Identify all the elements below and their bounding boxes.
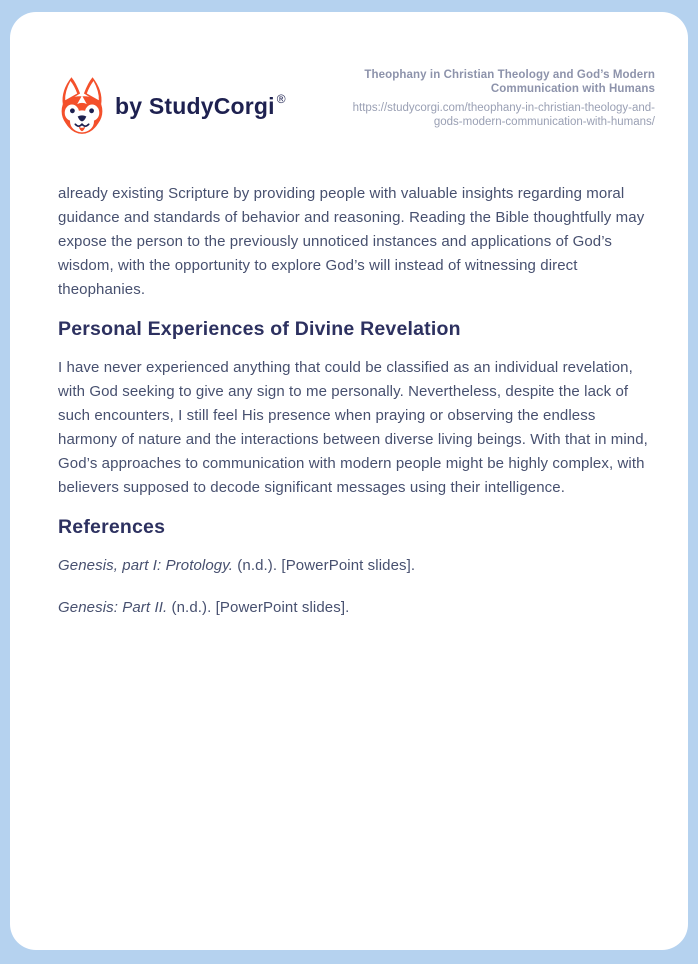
reference-suffix: (n.d.). [PowerPoint slides].	[167, 599, 350, 616]
document-meta	[330, 68, 655, 130]
section-heading-personal-experiences: Personal Experiences of Divine Revelation	[58, 318, 461, 340]
intro-paragraph: already existing Scripture by providing people with valuable insights regarding moral guidance and standards of behavior and reasoning. Reading the Bible thoughtfully may expose the person to the previously unnoticed instances and applications of God’s wisdom, with the opportunity to explore God’s will instead of witnessing direct theophanies.	[58, 185, 645, 298]
article-body	[58, 182, 655, 620]
document-url-link[interactable]: https://studycorgi.com/theophany-in-christian-theology-and-gods-modern-communication-with-humans/	[352, 101, 655, 128]
document-header	[58, 68, 655, 136]
document-title: Theophany in Christian Theology and God’s Modern Communication with Humans	[364, 69, 655, 96]
registered-trademark-mark: ®	[276, 91, 286, 106]
brand-label-text: by StudyCorgi	[115, 92, 275, 119]
reference-title: Genesis, part I: Protology.	[58, 557, 234, 574]
section-heading-references: References	[58, 516, 166, 538]
studycorgi-brand	[58, 76, 284, 136]
document-page	[10, 12, 688, 950]
reference-item	[58, 596, 655, 620]
reference-item	[58, 554, 655, 578]
reference-suffix: (n.d.). [PowerPoint slides].	[233, 557, 416, 574]
reference-title: Genesis: Part II.	[58, 599, 168, 616]
section-paragraph: I have never experienced anything that could be classified as an individual revelation, with God seeking to give any sign to me personally. Nevertheless, despite the lack of such encounters, I still feel His presence when praying or observing the endless harmony of nature and the interactions between diverse living beings. With that in mind, God’s approaches to communication with modern people might be highly complex, with believers supposed to decode significant messages using their intelligence.	[58, 359, 648, 496]
brand-label	[115, 93, 284, 120]
corgi-logo-icon	[58, 76, 106, 136]
